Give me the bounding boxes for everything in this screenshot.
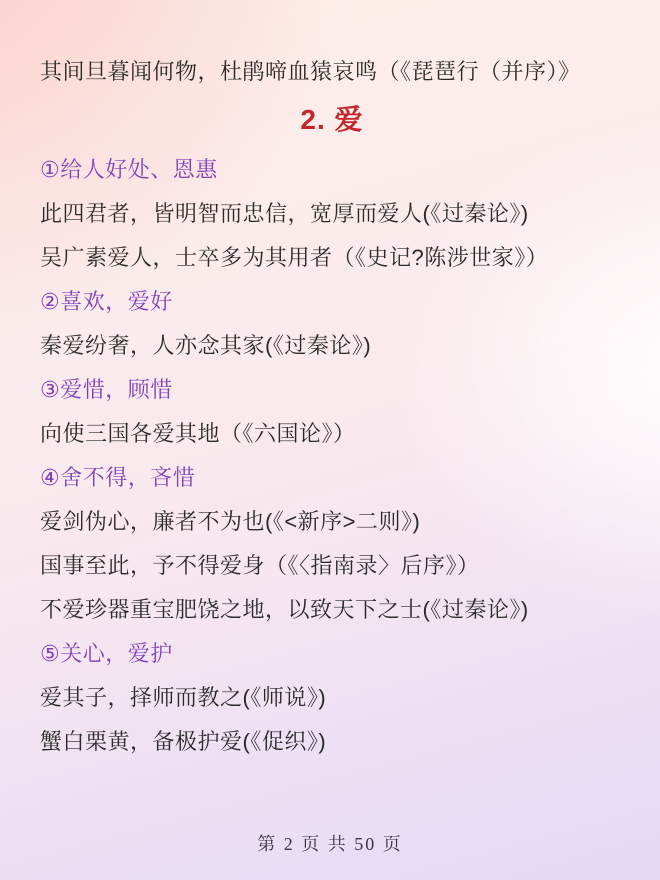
example-line: 爱其子，择师而教之(《师说》) [40, 685, 327, 710]
sense-label-3: ③爱惜，顾惜 [40, 377, 173, 402]
example-line: 向使三国各爱其地（《六国论》） [40, 421, 356, 446]
page-title: 2. 爱 [300, 104, 364, 135]
page-footer: 第 2 页 共 50 页 [257, 834, 403, 854]
sense-label-1: ①给人好处、恩惠 [40, 157, 218, 182]
example-line: 蟹白栗黄，备极护爱(《促织》) [40, 729, 327, 754]
sense-label-4: ④舍不得，吝惜 [40, 465, 196, 490]
example-line: 国事至此，予不得爱身（《〈指南录〉后序》） [40, 553, 480, 578]
sense-label-2: ②喜欢，爱好 [40, 289, 173, 314]
sense-label-5: ⑤关心，爱护 [40, 641, 173, 666]
example-line: 爱剑伪心，廉者不为也(《<新序>二则》) [40, 509, 421, 534]
intro-line: 其间旦暮闻何物，杜鹃啼血猿哀鸣（《琵琶行（并序）》 [40, 59, 581, 84]
example-line: 此四君者，皆明智而忠信，宽厚而爱人(《过秦论》) [40, 201, 529, 226]
example-line: 吴广素爱人，士卒多为其用者（《史记?陈涉世家》） [40, 245, 549, 270]
example-line: 不爱珍器重宝肥饶之地，以致天下之士(《过秦论》) [40, 597, 529, 622]
example-line: 秦爱纷奢，人亦念其家(《过秦论》) [40, 333, 372, 358]
